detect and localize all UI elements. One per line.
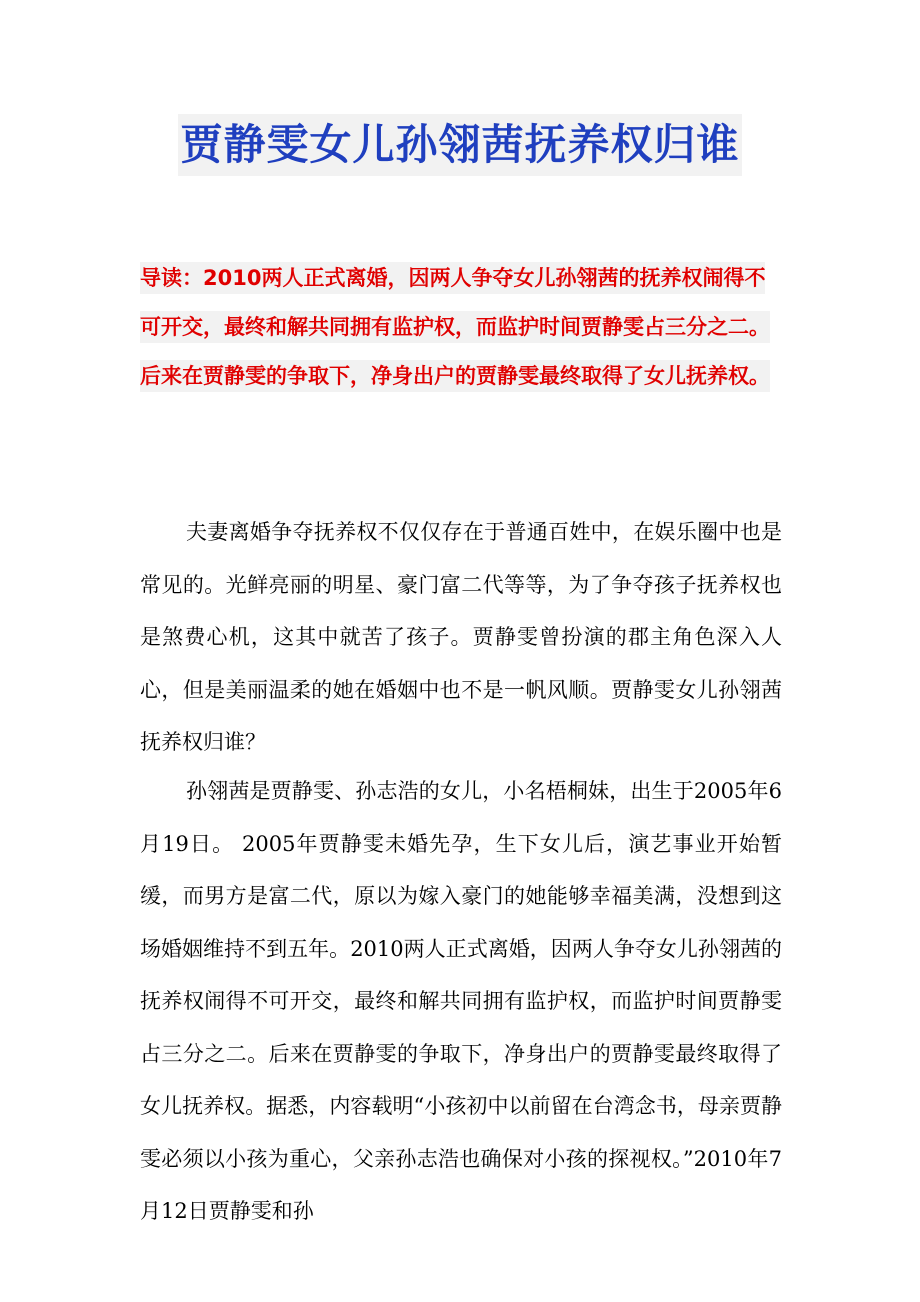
body-paragraph-2: 孙翎茜是贾静雯、孙志浩的女儿，小名梧桐妹，出生于2005年6月19日。 2005年贾静雯未婚先孕，生下女儿后，演艺事业开始暂缓，而男方是富二代，原以为嫁入豪门的她能够幸福美满，没想到这场婚姻维持不到五年。2010两人正式离婚，因两人争夺女儿孙翎茜的抚养权闹得不可开交，最终和解共同拥有监护权，而监护时间贾静雯占三分之二。后来在贾静雯的争取下，净身出户的贾静雯最终取得了女儿抚养权。据悉，内容载明“小孩初中以前留在台湾念书，母亲贾静雯必须以小孩为重心，父亲孙志浩也确保对小孩的探视权。”2010年7月12日贾静雯和孙 <box>140 779 782 1223</box>
body-paragraph-1: 夫妻离婚争夺抚养权不仅仅存在于普通百姓中，在娱乐圈中也是常见的。光鲜亮丽的明星、豪门富二代等等，为了争夺孩子抚养权也是煞费心机，这其中就苦了孩子。贾静雯曾扮演的郡主角色深入人心，但是美丽温柔的她在婚姻中也不是一帆风顺。贾静雯女儿孙翎茜抚养权归谁？ <box>140 520 782 754</box>
intro-summary <box>140 254 782 401</box>
intro-text: 导读：2010两人正式离婚，因两人争夺女儿孙翎茜的抚养权闹得不可开交，最终和解共同拥有监护权，而监护时间贾静雯占三分之二。后来在贾静雯的争取下，净身出户的贾静雯最终取得了女儿抚养权。 <box>140 262 770 392</box>
page-title: 贾静雯女儿孙翎茜抚养权归谁 <box>178 114 741 176</box>
title-wrapper <box>0 114 920 176</box>
